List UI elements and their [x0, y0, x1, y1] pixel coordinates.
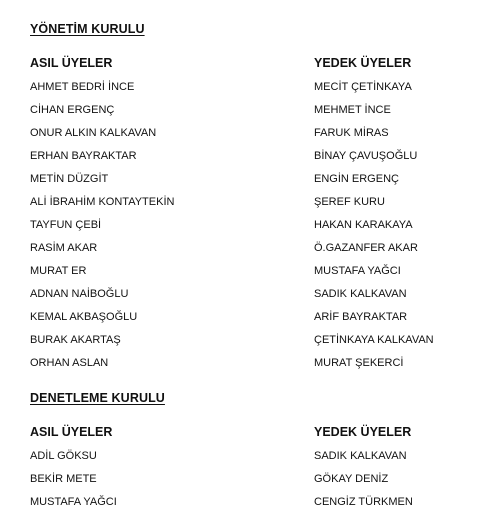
list-item: ERHAN BAYRAKTAR: [30, 150, 137, 162]
list-item: MURAT ER: [30, 265, 87, 277]
list-item: ARİF BAYRAKTAR: [314, 311, 408, 323]
list-item: ENGİN ERGENÇ: [314, 173, 399, 185]
list-item: ONUR ALKIN KALKAVAN: [30, 127, 157, 139]
board-substitute-header: YEDEK ÜYELER: [314, 56, 412, 70]
list-item: TAYFUN ÇEBİ: [30, 219, 102, 231]
list-item: HAKAN KARAKAYA: [314, 219, 413, 231]
audit-substitute-header: YEDEK ÜYELER: [314, 425, 412, 439]
list-item: Ö.GAZANFER AKAR: [314, 242, 418, 254]
list-item: RASİM AKAR: [30, 242, 98, 254]
list-item: ALİ İBRAHİM KONTAYTEKİN: [30, 196, 175, 208]
audit-principal-list: [30, 445, 117, 514]
list-item: BURAK AKARTAŞ: [30, 334, 121, 346]
audit-substitute-list: [314, 445, 413, 514]
list-item: METİN DÜZGİT: [30, 173, 109, 185]
list-item: MUSTAFA YAĞCI: [30, 496, 117, 508]
board-section-title: YÖNETİM KURULU: [30, 22, 145, 36]
list-item: SADIK KALKAVAN: [314, 450, 407, 462]
list-item: SADIK KALKAVAN: [314, 288, 407, 300]
list-item: BEKİR METE: [30, 473, 97, 485]
list-item: MECİT ÇETİNKAYA: [314, 81, 412, 93]
audit-section-title: DENETLEME KURULU: [30, 391, 165, 405]
list-item: GÖKAY DENİZ: [314, 473, 389, 485]
list-item: CENGİZ TÜRKMEN: [314, 496, 413, 508]
list-item: KEMAL AKBAŞOĞLU: [30, 311, 138, 323]
board-principal-header: ASIL ÜYELER: [30, 56, 113, 70]
list-item: MUSTAFA YAĞCI: [314, 265, 401, 277]
board-substitute-list: [314, 76, 434, 375]
audit-principal-header: ASIL ÜYELER: [30, 425, 113, 439]
list-item: AHMET BEDRİ İNCE: [30, 81, 135, 93]
list-item: ORHAN ASLAN: [30, 357, 109, 369]
list-item: ADNAN NAİBOĞLU: [30, 288, 129, 300]
list-item: ÇETİNKAYA KALKAVAN: [314, 334, 434, 346]
list-item: BİNAY ÇAVUŞOĞLU: [314, 150, 418, 162]
list-item: MURAT ŞEKERCİ: [314, 357, 404, 369]
list-item: FARUK MİRAS: [314, 127, 389, 139]
list-item: ADİL GÖKSU: [30, 450, 97, 462]
board-principal-list: [30, 76, 174, 375]
list-item: MEHMET İNCE: [314, 104, 391, 116]
list-item: ŞEREF KURU: [314, 196, 385, 208]
list-item: CİHAN ERGENÇ: [30, 104, 115, 116]
